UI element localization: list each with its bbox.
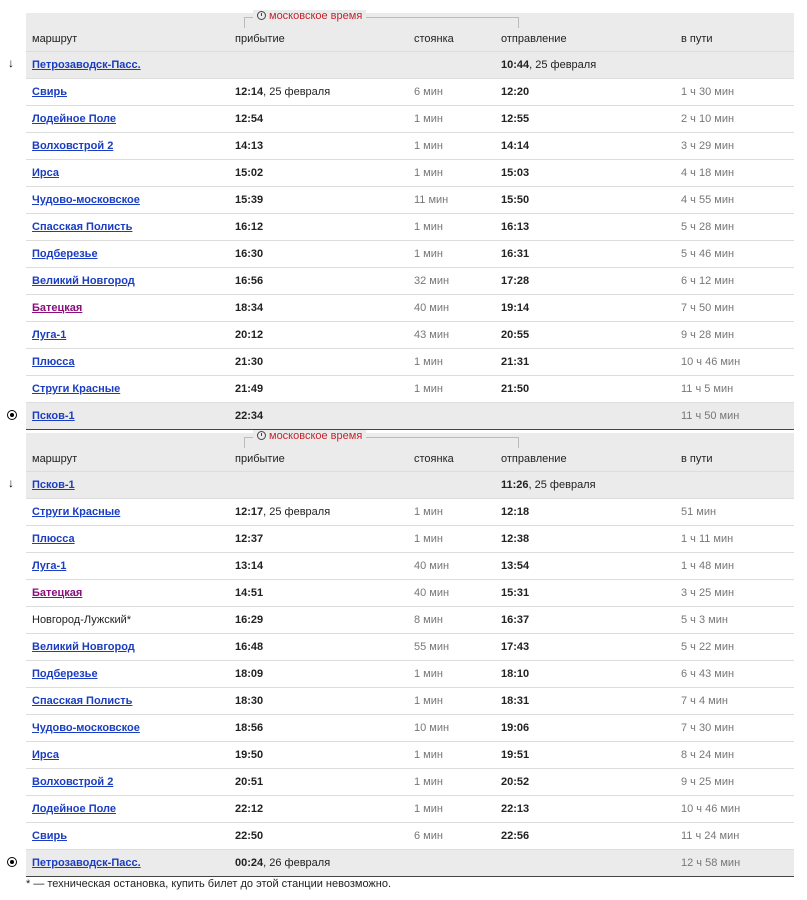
clock-icon [257,431,266,440]
arrival-time: 22:50 [235,830,264,842]
departure-cell [501,641,529,653]
station-link[interactable]: Струги Красные [32,383,121,395]
travel-time: 4 ч 55 мин [681,194,735,206]
departure-cell [501,479,596,491]
station-link[interactable]: Лодейное Поле [32,803,117,815]
station-cell [32,803,116,815]
departure-time: 20:55 [501,329,530,341]
arrival-time: 22:34 [235,410,264,422]
stop-duration: 43 мин [414,329,450,341]
stop-duration: 1 мин [414,383,443,395]
departure-time: 11:26 [501,479,529,491]
arrival-time: 20:51 [235,776,264,788]
travel-time: 12 ч 58 мин [681,857,741,869]
departure-cell [501,803,529,815]
departure-cell [501,275,529,287]
column-header-departure: отправление [501,453,567,465]
stop-duration: 1 мин [414,140,443,152]
departure-cell [501,86,529,98]
station-link[interactable]: Волховстрой 2 [32,140,114,152]
arrival-cell [235,776,263,788]
timezone-text: московское время [269,10,363,22]
stop-duration: 1 мин [414,113,443,125]
station-link[interactable]: Спасская Полисть [32,695,133,707]
station-cell [32,776,113,788]
departure-cell [501,830,529,842]
station-link[interactable]: Лодейное Поле [32,113,117,125]
table-row [26,849,794,877]
arrival-time: 16:48 [235,641,264,653]
travel-time: 7 ч 30 мин [681,722,735,734]
departure-arrow-icon: ↓ [8,56,14,70]
departure-time: 18:10 [501,668,530,680]
stop-duration: 8 мин [414,614,443,626]
stop-duration: 40 мин [414,560,450,572]
timezone-bracket [244,430,519,448]
table-header [26,430,794,471]
arrival-time: 12:14 [235,86,264,98]
column-header-stop: стоянка [414,453,454,465]
travel-time: 3 ч 25 мин [681,587,735,599]
stop-duration: 6 мин [414,830,443,842]
station-link[interactable]: Псков-1 [32,410,75,422]
station-link[interactable]: Великий Новгород [32,275,135,287]
station-cell [32,329,66,341]
column-header-travel: в пути [681,453,713,465]
table-row [26,498,794,525]
departure-time: 17:43 [501,641,530,653]
arrival-cell [235,722,263,734]
departure-time: 15:31 [501,587,530,599]
stop-duration: 1 мин [414,668,443,680]
departure-time: 17:28 [501,275,530,287]
column-header-travel: в пути [681,33,713,45]
station-link[interactable]: Волховстрой 2 [32,776,114,788]
table-row [26,132,794,159]
table-row [26,186,794,213]
departure-time: 15:03 [501,167,530,179]
arrival-cell [235,167,263,179]
station-link[interactable]: Батецкая [32,587,83,599]
departure-time: 22:56 [501,830,530,842]
trip-table-1 [8,10,794,430]
travel-time: 3 ч 29 мин [681,140,735,152]
arrival-cell [235,194,263,206]
arrival-cell [235,329,263,341]
table-row [26,375,794,402]
station-link[interactable]: Подберезье [32,248,98,260]
travel-time: 1 ч 11 мин [681,533,734,545]
departure-time: 20:52 [501,776,530,788]
stop-duration: 40 мин [414,587,450,599]
departure-time: 19:06 [501,722,530,734]
table-row [26,240,794,267]
station-cell [32,722,140,734]
travel-time: 6 ч 43 мин [681,668,735,680]
arrival-time: 13:14 [235,560,264,572]
table-row [26,267,794,294]
arrival-time: 12:54 [235,113,264,125]
arrival-date: , 26 февраля [263,857,331,869]
station-link[interactable]: Спасская Полисть [32,221,133,233]
departure-cell [501,722,529,734]
table-header [26,10,794,51]
table-row [26,741,794,768]
arrival-cell [235,113,263,125]
stop-duration: 1 мин [414,167,443,179]
trip-table-2 [8,430,794,877]
station-link[interactable]: Свирь [32,830,67,842]
travel-time: 11 ч 5 мин [681,383,734,395]
table-row [26,714,794,741]
table-row [26,822,794,849]
column-header-arrival: прибытие [235,33,285,45]
departure-time: 22:13 [501,803,530,815]
travel-time: 5 ч 3 мин [681,614,728,626]
arrival-cell [235,356,263,368]
arrival-time: 21:49 [235,383,264,395]
departure-cell [501,506,529,518]
station-cell [32,302,82,314]
station-link[interactable]: Струги Красные [32,506,121,518]
departure-time: 16:31 [501,248,530,260]
stop-duration: 1 мин [414,356,443,368]
stop-duration: 55 мин [414,641,450,653]
station-cell [32,59,141,71]
station-cell [32,695,132,707]
station-cell [32,587,82,599]
station-link[interactable]: Плюсса [32,356,75,368]
timezone-text: московское время [269,430,363,442]
departure-time: 19:14 [501,302,530,314]
station-cell [32,248,98,260]
arrival-cell [235,86,330,98]
station-link[interactable]: Плюсса [32,533,75,545]
table-row [26,321,794,348]
station-link[interactable]: Ирса [32,167,59,179]
arrival-cell [235,533,263,545]
station-link[interactable]: Подберезье [32,668,98,680]
departure-time: 16:37 [501,614,530,626]
arrival-time: 18:09 [235,668,264,680]
departure-time: 12:20 [501,86,530,98]
departure-time: 21:31 [501,356,530,368]
arrival-date: , 25 февраля [263,86,331,98]
arrival-time: 15:39 [235,194,264,206]
departure-time: 21:50 [501,383,530,395]
station-cell [32,140,113,152]
travel-time: 10 ч 46 мин [681,356,741,368]
departure-time: 12:38 [501,533,530,545]
timezone-label [253,430,366,442]
station-link[interactable]: Чудово-московское [32,194,140,206]
station-link[interactable]: Псков-1 [32,479,75,491]
stop-duration: 10 мин [414,722,450,734]
departure-cell [501,221,529,233]
table-row [26,402,794,430]
arrival-cell [235,410,263,422]
table-row [26,105,794,132]
arrival-time: 12:17 [235,506,264,518]
station-cell [32,533,75,545]
travel-time: 9 ч 28 мин [681,329,735,341]
travel-time: 5 ч 22 мин [681,641,735,653]
table-row [26,660,794,687]
arrival-time: 12:37 [235,533,264,545]
table-row [26,294,794,321]
station-cell [32,86,67,98]
departure-cell [501,668,529,680]
arrival-time: 16:12 [235,221,264,233]
column-header-arrival: прибытие [235,453,285,465]
travel-time: 1 ч 48 мин [681,560,735,572]
station-link[interactable]: Свирь [32,86,67,98]
station-cell [32,506,120,518]
table-row [26,348,794,375]
station-cell [32,830,67,842]
timezone-label [253,10,366,22]
travel-time: 11 ч 50 мин [681,410,740,422]
travel-time: 4 ч 18 мин [681,167,735,179]
travel-time: 7 ч 4 мин [681,695,728,707]
departure-time: 13:54 [501,560,530,572]
arrival-time: 14:51 [235,587,264,599]
arrival-cell [235,857,330,869]
departure-cell [501,614,529,626]
footnote: * — техническая остановка, купить билет до этой станции невозможно. [26,878,392,890]
departure-cell [501,560,529,572]
arrival-cell [235,383,263,395]
station-link[interactable]: Великий Новгород [32,641,135,653]
arrival-cell [235,275,263,287]
station-link[interactable]: Батецкая [32,302,83,314]
departure-time: 10:44 [501,59,530,71]
arrival-time: 16:56 [235,275,264,287]
station-cell [32,113,116,125]
stop-duration: 1 мин [414,803,443,815]
departure-cell [501,167,529,179]
travel-time: 51 мин [681,506,717,518]
arrival-cell [235,668,263,680]
departure-cell [501,59,596,71]
arrival-time: 19:50 [235,749,264,761]
departure-cell [501,533,529,545]
stop-duration: 1 мин [414,695,443,707]
station-cell [32,383,120,395]
table-row [8,471,794,498]
arrival-time: 18:56 [235,722,264,734]
departure-cell [501,749,529,761]
table-row [26,78,794,105]
departure-cell [501,140,529,152]
station-cell [32,560,66,572]
arrival-time: 00:24 [235,857,264,869]
departure-time: 15:50 [501,194,530,206]
table-row [26,213,794,240]
arrival-cell [235,830,263,842]
arrival-cell [235,587,263,599]
station-cell [32,749,59,761]
arrival-cell [235,803,263,815]
table-row [26,525,794,552]
destination-icon [7,410,17,420]
departure-cell [501,329,529,341]
column-header-route: маршрут [32,453,78,465]
stop-duration: 11 мин [414,194,449,206]
column-header-stop: стоянка [414,33,454,45]
stop-duration: 1 мин [414,506,443,518]
table-row [26,768,794,795]
destination-icon [7,857,17,867]
arrival-date: , 25 февраля [263,506,331,518]
arrival-time: 16:29 [235,614,264,626]
travel-time: 11 ч 24 мин [681,830,740,842]
station-cell [32,194,140,206]
departure-cell [501,113,529,125]
travel-time: 9 ч 25 мин [681,776,735,788]
station-cell [32,221,132,233]
arrival-time: 21:30 [235,356,264,368]
arrival-cell [235,302,263,314]
travel-time: 5 ч 46 мин [681,248,735,260]
departure-cell [501,383,529,395]
table-row [8,51,794,78]
travel-time: 5 ч 28 мин [681,221,735,233]
departure-cell [501,587,529,599]
departure-cell [501,356,529,368]
departure-date: , 25 февраля [528,479,596,491]
table-row [26,606,794,633]
column-header-route: маршрут [32,33,78,45]
travel-time: 7 ч 50 мин [681,302,735,314]
departure-time: 16:13 [501,221,530,233]
stop-duration: 1 мин [414,221,443,233]
table-row [26,552,794,579]
travel-time: 2 ч 10 мин [681,113,735,125]
clock-icon [257,11,266,20]
station-link[interactable]: Луга-1 [32,329,67,341]
station-link: Новгород-Лужский* [32,614,132,626]
arrival-time: 14:13 [235,140,264,152]
departure-cell [501,194,529,206]
arrival-time: 16:30 [235,248,264,260]
station-cell [32,479,75,491]
arrival-cell [235,560,263,572]
arrival-time: 18:34 [235,302,264,314]
station-cell [32,641,135,653]
departure-time: 12:18 [501,506,530,518]
station-link[interactable]: Чудово-московское [32,722,140,734]
table-row [26,687,794,714]
travel-time: 8 ч 24 мин [681,749,735,761]
table-row [26,795,794,822]
arrival-time: 22:12 [235,803,264,815]
departure-arrow-icon: ↓ [8,476,14,490]
station-link[interactable]: Луга-1 [32,560,67,572]
departure-time: 12:55 [501,113,530,125]
departure-cell [501,776,529,788]
station-link[interactable]: Ирса [32,749,59,761]
departure-time: 19:51 [501,749,530,761]
departure-cell [501,695,529,707]
station-cell [32,614,131,626]
stop-duration: 40 мин [414,302,450,314]
table-row [26,579,794,606]
table-row [26,159,794,186]
arrival-cell [235,749,263,761]
stop-duration: 6 мин [414,86,443,98]
arrival-time: 20:12 [235,329,264,341]
travel-time: 10 ч 46 мин [681,803,741,815]
stop-duration: 1 мин [414,776,443,788]
arrival-cell [235,140,263,152]
table-row [26,633,794,660]
arrival-cell [235,641,263,653]
station-cell [32,857,141,869]
column-header-departure: отправление [501,33,567,45]
station-link[interactable]: Петрозаводск-Пасс. [32,59,141,71]
stop-duration: 32 мин [414,275,450,287]
station-cell [32,410,75,422]
station-cell [32,167,59,179]
arrival-cell [235,248,263,260]
arrival-time: 18:30 [235,695,264,707]
timezone-bracket [244,10,519,28]
arrival-cell [235,695,263,707]
departure-cell [501,302,529,314]
station-link[interactable]: Петрозаводск-Пасс. [32,857,141,869]
travel-time: 1 ч 30 мин [681,86,735,98]
stop-duration: 1 мин [414,533,443,545]
arrival-time: 15:02 [235,167,264,179]
arrival-cell [235,506,330,518]
departure-time: 18:31 [501,695,530,707]
departure-cell [501,248,529,260]
station-cell [32,275,135,287]
stop-duration: 1 мин [414,248,443,260]
arrival-cell [235,221,263,233]
station-cell [32,668,98,680]
arrival-cell [235,614,263,626]
departure-time: 14:14 [501,140,530,152]
departure-date: , 25 февраля [529,59,597,71]
station-cell [32,356,75,368]
stop-duration: 1 мин [414,749,443,761]
travel-time: 6 ч 12 мин [681,275,735,287]
